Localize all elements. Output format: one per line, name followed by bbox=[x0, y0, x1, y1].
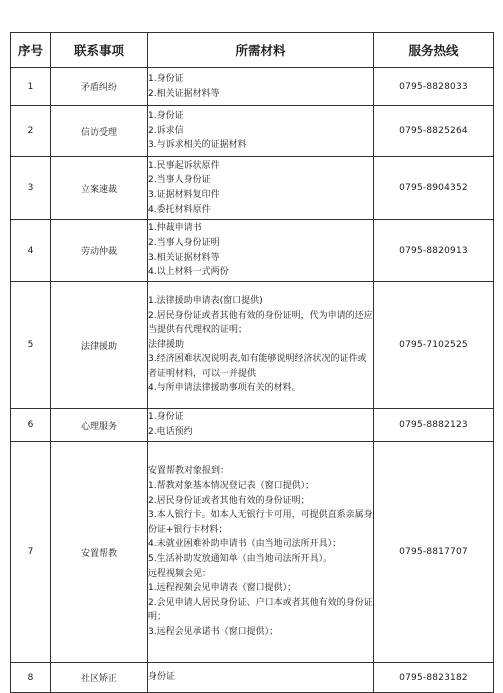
material-line: 1.身份证 bbox=[148, 73, 184, 84]
materials-cell bbox=[148, 157, 374, 220]
material-line: 4.未就业困难补助申请书（由当地司法所开具）； bbox=[148, 539, 342, 550]
table-row bbox=[11, 220, 494, 282]
contact-item-cell: 安置帮教 bbox=[51, 442, 148, 663]
material-line: 2.相关证据材料等 bbox=[148, 88, 220, 99]
header-serial-number: 序号 bbox=[11, 33, 51, 68]
materials-cell bbox=[148, 663, 374, 693]
materials-cell bbox=[148, 68, 374, 106]
table-row bbox=[11, 282, 494, 409]
hotline-cell: 0795-8817707 bbox=[374, 442, 494, 663]
material-line: 3.证据材料复印件 bbox=[148, 190, 220, 200]
material-line: 法律援助 bbox=[148, 339, 185, 350]
contact-item-cell: 社区矫正 bbox=[51, 663, 148, 693]
material-line: 1.身份证 bbox=[148, 111, 184, 122]
table-row bbox=[11, 409, 494, 442]
serial-number-cell: 3 bbox=[11, 157, 51, 220]
contact-item-cell: 劳动仲裁 bbox=[51, 220, 148, 282]
material-line: 3.与诉求相关的证据材料 bbox=[148, 140, 247, 151]
materials-cell bbox=[148, 106, 374, 157]
hotline-cell: 0795-8882123 bbox=[374, 409, 494, 442]
material-line: 4.委托材料原件 bbox=[148, 204, 211, 215]
table-header-row bbox=[11, 33, 494, 68]
material-line: 3.经济困难状况说明表,如有能够说明经济状况的证件或者证明材料，可以一并提供 bbox=[148, 354, 367, 379]
hotline-cell: 0795-8904352 bbox=[374, 157, 494, 220]
hotline-cell: 0795-8828033 bbox=[374, 68, 494, 106]
material-line: 1.民事起诉状原件 bbox=[148, 160, 220, 171]
material-line: 2.诉求信 bbox=[148, 125, 184, 136]
header-contact-item: 联系事项 bbox=[51, 33, 148, 68]
material-line: 1.远程视频会见申请表（窗口提供）； bbox=[148, 583, 297, 594]
materials-cell bbox=[148, 442, 374, 663]
hotline-cell: 0795-8823182 bbox=[374, 663, 494, 693]
serial-number-cell: 1 bbox=[11, 68, 51, 106]
table-row bbox=[11, 157, 494, 220]
service-contact-table bbox=[10, 32, 494, 693]
contact-item-cell: 矛盾纠纷 bbox=[51, 68, 148, 106]
material-line: 5.生活补助发放通知单（由当地司法所开具）。 bbox=[148, 554, 333, 564]
serial-number-cell: 2 bbox=[11, 106, 51, 157]
table-body bbox=[11, 68, 494, 693]
material-line: 身份证 bbox=[148, 672, 176, 683]
contact-item-cell: 心理服务 bbox=[51, 409, 148, 442]
material-line: 安置帮教对象报到： bbox=[148, 466, 230, 477]
materials-cell bbox=[148, 409, 374, 442]
contact-item-cell: 立案速裁 bbox=[51, 157, 148, 220]
hotline-cell: 0795-8820913 bbox=[374, 220, 494, 282]
material-line: 2.当事人身份证明 bbox=[148, 237, 220, 248]
material-line: 4.以上材料一式两份 bbox=[148, 267, 229, 278]
materials-cell bbox=[148, 220, 374, 282]
header-service-hotline: 服务热线 bbox=[374, 33, 494, 68]
material-line: 2.当事人身份证 bbox=[148, 175, 211, 186]
serial-number-cell: 5 bbox=[11, 282, 51, 409]
table-row bbox=[11, 442, 494, 663]
table-row bbox=[11, 68, 494, 106]
material-line: 1.法律援助申请表(窗口提供) bbox=[148, 295, 263, 306]
material-line: 2.电话预约 bbox=[148, 427, 193, 437]
material-line: 3.本人银行卡。如本人无银行卡可用，可提供直系亲属身份证+银行卡材料； bbox=[148, 510, 373, 535]
material-line: 3.相关证据材料等 bbox=[148, 252, 220, 263]
contact-item-cell: 信访受理 bbox=[51, 106, 148, 157]
material-line: 1.仲裁申请书 bbox=[148, 223, 202, 234]
material-line: 2.居民身份证或者其他有效的身份证明，代为申请的还应当提供有代理权的证明； bbox=[148, 310, 373, 336]
material-line: 远程视频会见： bbox=[148, 568, 212, 579]
hotline-cell: 0795-8825264 bbox=[374, 106, 494, 157]
material-line: 2.居民身份证或者其他有效的身份证明； bbox=[148, 495, 310, 506]
table-row bbox=[11, 106, 494, 157]
table-row bbox=[11, 663, 494, 693]
header-required-materials: 所需材料 bbox=[148, 33, 374, 68]
material-line: 2.会见申请人居民身份证、户口本或者其他有效的身份证明； bbox=[148, 597, 373, 623]
material-line: 3.远程会见承诺书（窗口提供）； bbox=[148, 626, 279, 637]
serial-number-cell: 8 bbox=[11, 663, 51, 693]
serial-number-cell: 7 bbox=[11, 442, 51, 663]
serial-number-cell: 6 bbox=[11, 409, 51, 442]
material-line: 1.身份证 bbox=[148, 412, 184, 423]
materials-cell bbox=[148, 282, 374, 409]
hotline-cell: 0795-7102525 bbox=[374, 282, 494, 409]
serial-number-cell: 4 bbox=[11, 220, 51, 282]
contact-item-cell: 法律援助 bbox=[51, 282, 148, 409]
material-line: 4.与所申请法律援助事项有关的材料。 bbox=[148, 383, 301, 394]
material-line: 1.帮教对象基本情况登记表（窗口提供）； bbox=[148, 481, 315, 492]
